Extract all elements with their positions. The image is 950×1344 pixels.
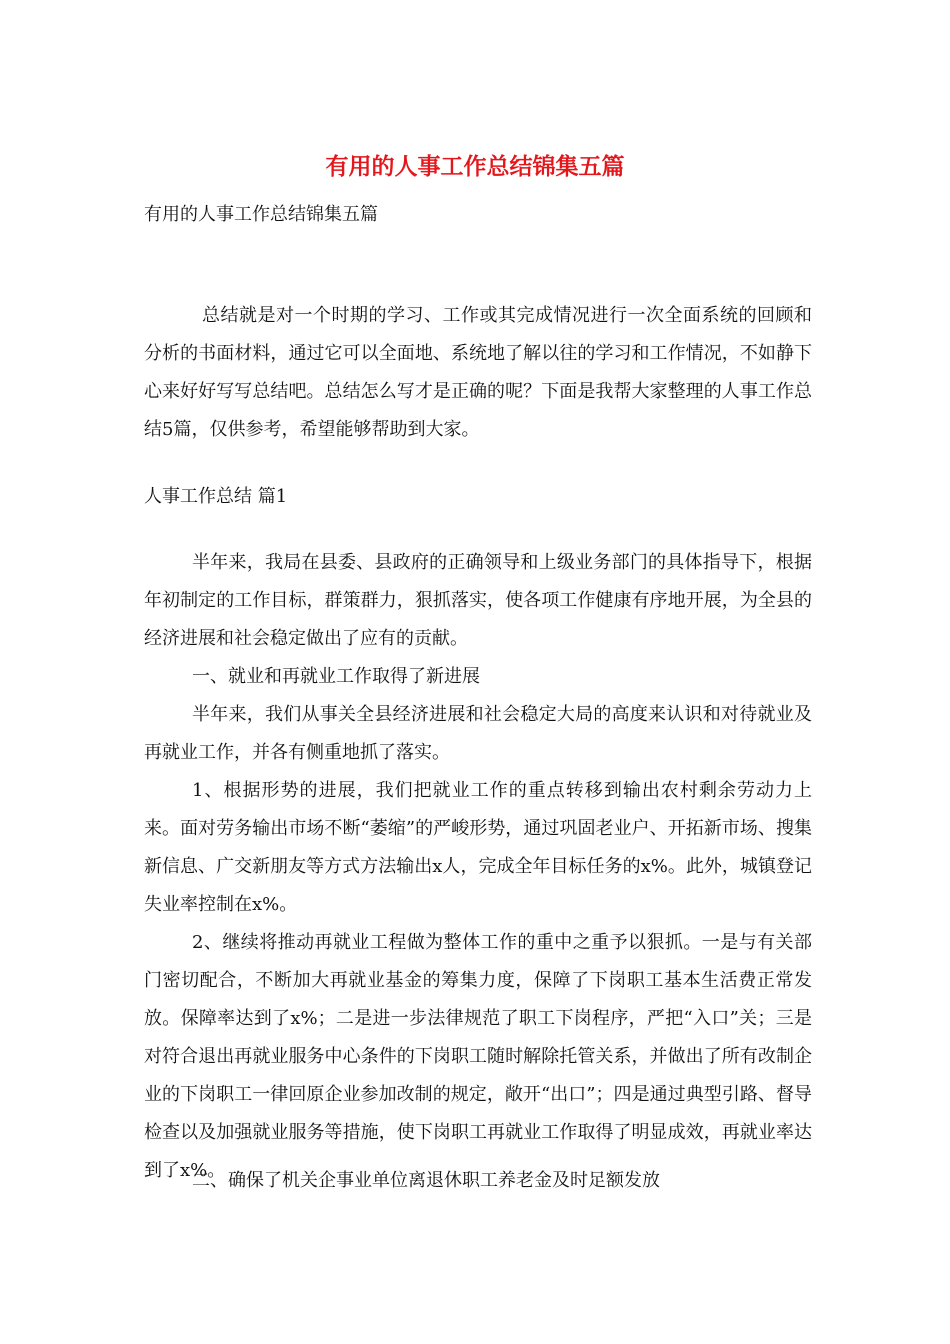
body-paragraph-1: 半年来，我局在县委、县政府的正确领导和上级业务部门的具体指导下，根据年初制定的工作目标，群策群力，狠抓落实，使各项工作健康有序地开展，为全县的经济进展和社会稳定做出了应有的贡献。 bbox=[144, 552, 812, 649]
section-heading: 人事工作总结 篇1 bbox=[144, 486, 288, 507]
subheading-employment: 一、就业和再就业工作取得了新进展 bbox=[192, 666, 480, 687]
intro-paragraph: 总结就是对一个时期的学习、工作或其完成情况进行一次全面系统的回顾和分析的书面材料，通过它可以全面地、系统地了解以往的学习和工作情况，不如静下心来好好写写总结吧。总结怎么写才是正确的呢？下面是我帮大家整理的人事工作总结5篇，仅供参考，希望能够帮助到大家。 bbox=[144, 305, 812, 440]
body-paragraph-3: 1、根据形势的进展，我们把就业工作的重点转移到输出农村剩余劳动力上来。面对劳务输出市场不断“萎缩”的严峻形势，通过巩固老业户、开拓新市场、搜集新信息、广交新朋友等方式方法输出x人，完成全年目标任务的x%。此外，城镇登记失业率控制在x%。 bbox=[144, 780, 812, 915]
subheading-pension: 二、确保了机关企事业单位离退休职工养老金及时足额发放 bbox=[192, 1170, 660, 1191]
document-title: 有用的人事工作总结锦集五篇 bbox=[325, 154, 625, 180]
body-paragraph-4: 2、继续将推动再就业工程做为整体工作的重中之重予以狠抓。一是与有关部门密切配合，不断加大再就业基金的筹集力度，保障了下岗职工基本生活费正常发放。保障率达到了x%；二是进一步法律规范了职工下岗程序，严把“入口”关；三是对符合退出再就业服务中心条件的下岗职工随时解除托管关系，并做出了所有改制企业的下岗职工一律回原企业参加改制的规定，敞开“出口”；四是通过典型引路、督导检查以及加强就业服务等措施，使下岗职工再就业工作取得了明显成效，再就业率达到了x%。 bbox=[144, 932, 812, 1181]
document-subtitle: 有用的人事工作总结锦集五篇 bbox=[144, 204, 378, 225]
body-paragraph-2: 半年来，我们从事关全县经济进展和社会稳定大局的高度来认识和对待就业及再就业工作，并各有侧重地抓了落实。 bbox=[144, 704, 812, 763]
